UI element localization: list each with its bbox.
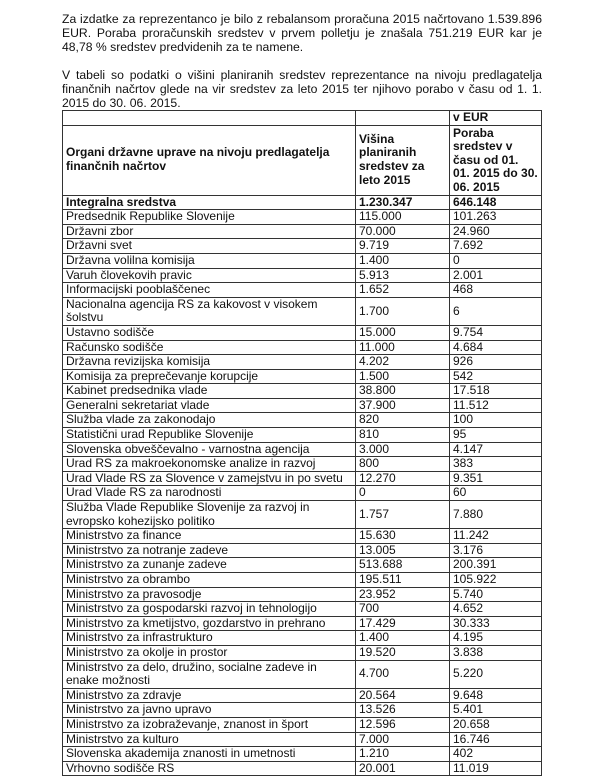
cell-spent: 17.518 [450,384,542,399]
cell-spent: 30.333 [450,616,542,631]
table-row [63,413,542,428]
table-row [63,688,542,703]
table-row [63,428,542,443]
table-row [63,486,542,501]
cell-planned: 115.000 [356,210,450,225]
cell-spent: 7.880 [450,501,542,529]
cell-spent: 4.195 [450,631,542,646]
cell-spent: 9.754 [450,325,542,340]
cell-planned: 13.526 [356,703,450,718]
cell-planned: 70.000 [356,224,450,239]
table-row [63,660,542,688]
cell-spent: 5.401 [450,703,542,718]
cell-name: Ministrstvo za okolje in prostor [63,645,356,660]
cell-spent: 95 [450,428,542,443]
cell-name: Ministrstvo za infrastrukturo [63,631,356,646]
table-row [63,543,542,558]
header-planned: Višina planiranih sredstev za leto 2015 [356,125,450,195]
cell-planned: 513.688 [356,558,450,573]
header-spent: Poraba sredstev v času od 01. 01. 2015 do 30. 06. 2015 [450,125,542,195]
cell-spent: 200.391 [450,558,542,573]
table-row [63,239,542,254]
table-row [63,355,542,370]
cell-planned: 23.952 [356,587,450,602]
cell-spent: 60 [450,486,542,501]
cell-name: Ministrstvo za javno upravo [63,703,356,718]
cell-spent: 6 [450,297,542,325]
table-row [63,224,542,239]
cell-spent: 7.692 [450,239,542,254]
cell-planned: 9.719 [356,239,450,254]
cell-name: Urad Vlade RS za narodnosti [63,486,356,501]
cell-spent: 542 [450,369,542,384]
cell-name: Ustavno sodišče [63,325,356,340]
cell-planned: 195.511 [356,573,450,588]
cell-name: Slovenska obveščevalno - varnostna agencija [63,442,356,457]
table-row [63,558,542,573]
table-row [63,501,542,529]
cell-planned: 11.000 [356,340,450,355]
table-row [63,325,542,340]
cell-name: Kabinet predsednika vlade [63,384,356,399]
cell-planned: 12.596 [356,717,450,732]
table-row [63,253,542,268]
cell-name: Državna volilna komisija [63,253,356,268]
cell-spent: 2.001 [450,268,542,283]
cell-name: Ministrstvo za zunanje zadeve [63,558,356,573]
cell-name: Vrhovno sodišče RS [63,761,356,776]
table-row [63,283,542,298]
total-planned: 1.230.347 [356,195,450,210]
table-row [63,717,542,732]
cell-name: Varuh človekovih pravic [63,268,356,283]
cell-name: Predsednik Republike Slovenije [63,210,356,225]
cell-planned: 20.564 [356,688,450,703]
cell-spent: 926 [450,355,542,370]
cell-name: Ministrstvo za gospodarski razvoj in tehnologijo [63,602,356,617]
cell-planned: 1.400 [356,253,450,268]
cell-planned: 19.520 [356,645,450,660]
cell-planned: 1.400 [356,631,450,646]
cell-spent: 24.960 [450,224,542,239]
table-row [63,587,542,602]
table-row [63,529,542,544]
cell-planned: 700 [356,602,450,617]
cell-name: Ministrstvo za izobraževanje, znanost in šport [63,717,356,732]
table-row [63,747,542,762]
cell-name: Generalni sekretariat vlade [63,398,356,413]
cell-name: Nacionalna agencija RS za kakovost v visokem šolstvu [63,297,356,325]
intro-paragraph: Za izdatke za reprezentanco je bilo z rebalansom proračuna 2015 načrtovano 1.539.896 EUR. Poraba proračunskih sredstev v prvem polletju je znašala 751.219 EUR kar je 48,78 % sredstev predvidenih za te namene. [62,12,542,54]
table-row [63,631,542,646]
cell-spent: 3.838 [450,645,542,660]
cell-planned: 38.800 [356,384,450,399]
empty-cell [63,111,356,126]
cell-planned: 15.000 [356,325,450,340]
table-row [63,573,542,588]
cell-name: Ministrstvo za zdravje [63,688,356,703]
cell-planned: 5.913 [356,268,450,283]
cell-planned: 1.500 [356,369,450,384]
cell-spent: 4.147 [450,442,542,457]
total-spent: 646.148 [450,195,542,210]
unit-row [63,111,542,126]
table-row [63,384,542,399]
cell-planned: 15.630 [356,529,450,544]
cell-planned: 20.001 [356,761,450,776]
cell-planned: 7.000 [356,732,450,747]
cell-name: Državna revizijska komisija [63,355,356,370]
cell-spent: 20.658 [450,717,542,732]
cell-spent: 11.242 [450,529,542,544]
cell-planned: 17.429 [356,616,450,631]
cell-planned: 820 [356,413,450,428]
table-row [63,398,542,413]
cell-planned: 1.757 [356,501,450,529]
cell-planned: 800 [356,457,450,472]
cell-spent: 5.740 [450,587,542,602]
cell-name: Ministrstvo za finance [63,529,356,544]
cell-spent: 383 [450,457,542,472]
cell-spent: 16.746 [450,732,542,747]
cell-spent: 4.684 [450,340,542,355]
table-row [63,616,542,631]
table-row [63,457,542,472]
cell-planned: 1.700 [356,297,450,325]
cell-spent: 9.351 [450,471,542,486]
table-row [63,297,542,325]
cell-spent: 5.220 [450,660,542,688]
cell-planned: 4.700 [356,660,450,688]
cell-planned: 37.900 [356,398,450,413]
cell-name: Ministrstvo za kmetijstvo, gozdarstvo in prehrano [63,616,356,631]
cell-name: Ministrstvo za pravosodje [63,587,356,602]
table-row [63,369,542,384]
header-row [63,125,542,195]
cell-name: Ministrstvo za notranje zadeve [63,543,356,558]
table-row [63,471,542,486]
table-row [63,210,542,225]
cell-spent: 3.176 [450,543,542,558]
cell-spent: 105.922 [450,573,542,588]
cell-name: Računsko sodišče [63,340,356,355]
cell-spent: 468 [450,283,542,298]
table-row [63,645,542,660]
cell-name: Služba Vlade Republike Slovenije za razvoj in evropsko kohezijsko politiko [63,501,356,529]
cell-name: Služba vlade za zakonodajo [63,413,356,428]
table-row [63,268,542,283]
cell-spent: 4.652 [450,602,542,617]
cell-name: Urad RS za makroekonomske analize in razvoj [63,457,356,472]
cell-spent: 11.019 [450,761,542,776]
cell-planned: 3.000 [356,442,450,457]
cell-name: Ministrstvo za kulturo [63,732,356,747]
cell-planned: 4.202 [356,355,450,370]
document-page [62,12,542,776]
table-row [63,703,542,718]
cell-planned: 0 [356,486,450,501]
cell-spent: 11.512 [450,398,542,413]
total-row [63,195,542,210]
cell-planned: 810 [356,428,450,443]
cell-planned: 1.652 [356,283,450,298]
cell-name: Slovenska akademija znanosti in umetnosti [63,747,356,762]
cell-spent: 101.263 [450,210,542,225]
cell-name: Državni svet [63,239,356,254]
cell-name: Državni zbor [63,224,356,239]
cell-name: Ministrstvo za obrambo [63,573,356,588]
cell-planned: 13.005 [356,543,450,558]
table-row [63,732,542,747]
table-row [63,602,542,617]
cell-spent: 402 [450,747,542,762]
cell-name: Urad Vlade RS za Slovence v zamejstvu in po svetu [63,471,356,486]
representation-funds-table [62,110,542,776]
total-name: Integralna sredstva [63,195,356,210]
cell-name: Komisija za preprečevanje korupcije [63,369,356,384]
table-row-clipped [63,761,542,776]
cell-name: Statistični urad Republike Slovenije [63,428,356,443]
cell-planned: 12.270 [356,471,450,486]
cell-spent: 9.648 [450,688,542,703]
header-organ: Organi državne uprave na nivoju predlagatelja finančnih načrtov [63,125,356,195]
cell-name: Informacijski pooblaščenec [63,283,356,298]
cell-spent: 0 [450,253,542,268]
table-description-paragraph: V tabeli so podatki o višini planiranih sredstev reprezentance na nivoju predlagatelja finančnih načrtov glede na vir sredstev za leto 2015 ter njihovo porabo v času od 1. 1. 2015 do 30. 06. 2015. [62,68,542,110]
table-row [63,442,542,457]
empty-cell [356,111,450,126]
unit-label: v EUR [450,111,542,126]
cell-spent: 100 [450,413,542,428]
cell-name: Ministrstvo za delo, družino, socialne zadeve in enake možnosti [63,660,356,688]
table-row [63,340,542,355]
cell-planned: 1.210 [356,747,450,762]
